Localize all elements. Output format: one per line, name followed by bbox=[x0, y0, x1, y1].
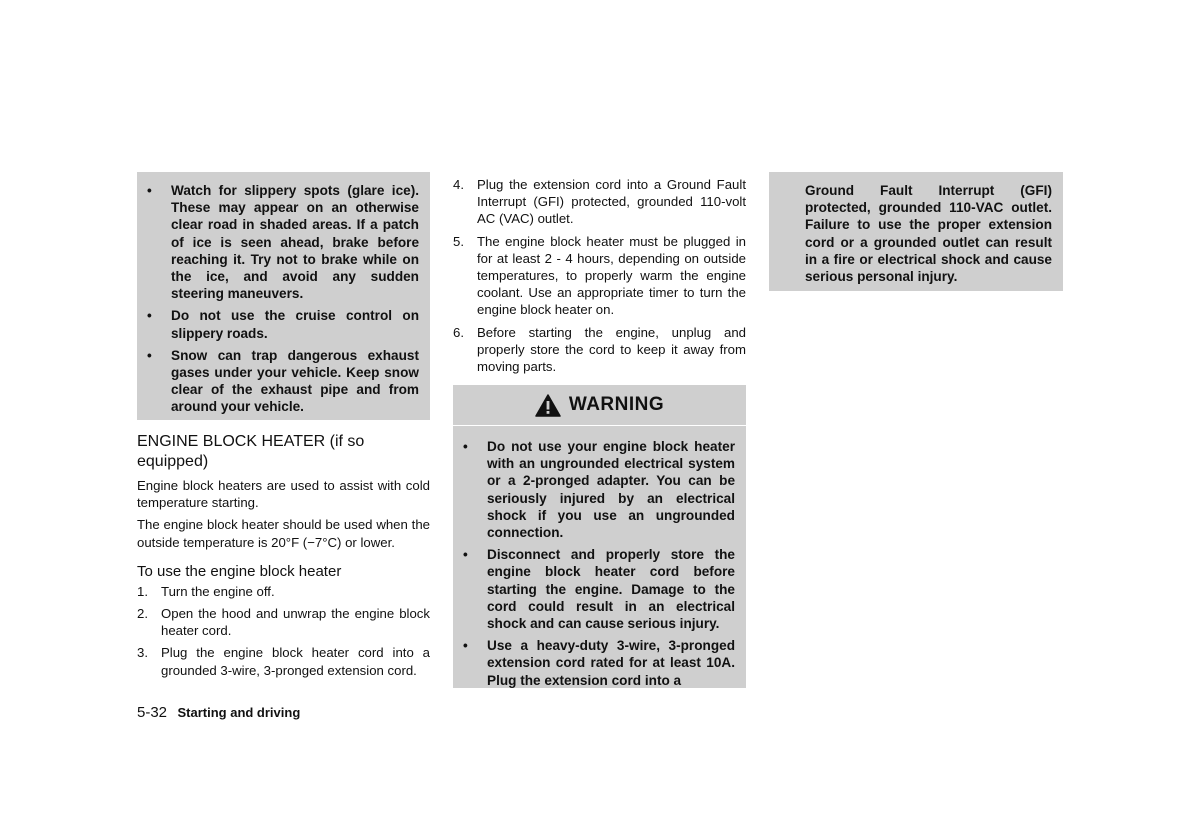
section-title: ENGINE BLOCK HEATER (if so equipped) bbox=[137, 433, 365, 470]
list-item bbox=[137, 644, 430, 678]
step-number: 6. bbox=[453, 324, 464, 340]
engine-block-heater-section bbox=[137, 432, 430, 679]
warning-title: WARNING bbox=[568, 394, 665, 415]
caution-text: Do not use the cruise control on slippery roads. bbox=[171, 308, 419, 341]
steps-list bbox=[137, 583, 430, 679]
page-number: 5-32 bbox=[137, 704, 168, 721]
warning-triangle-icon bbox=[535, 394, 561, 417]
left-column bbox=[137, 172, 430, 684]
caution-text: Watch for slippery spots (glare ice). These may appear on an otherwise clear road in shaded areas. If a patch of ice is seen ahead, brake before reaching it. Try not to brake while on the ice, and avoid any sudden steering maneuvers. bbox=[171, 183, 419, 302]
step-text: Turn the engine off. bbox=[161, 583, 275, 599]
step-text: Plug the engine block heater cord into a grounded 3-wire, 3-pronged extension cord. bbox=[161, 645, 430, 678]
steps-list bbox=[453, 176, 746, 375]
subsection-title: To use the engine block heater bbox=[137, 562, 342, 580]
page-footer bbox=[137, 704, 300, 722]
list-item bbox=[453, 324, 746, 376]
warning-text: Use a heavy-duty 3-wire, 3-pronged extension cord rated for at least 10A. Plug the extension cord into a bbox=[487, 638, 735, 688]
list-item bbox=[453, 438, 735, 541]
list-item bbox=[137, 307, 419, 341]
caution-box bbox=[137, 172, 430, 420]
step-number: 2. bbox=[137, 606, 148, 622]
list-item bbox=[453, 546, 735, 632]
bullet-icon: • bbox=[147, 308, 152, 324]
list-item bbox=[453, 176, 746, 228]
bullet-icon: • bbox=[147, 183, 152, 198]
warning-continuation-text: Ground Fault Interrupt (GFI) protected, grounded 110-VAC outlet. Failure to use the proper extension cord or a grounded outlet can result in a fire or electrical shock and cause serious personal injury. bbox=[805, 183, 1052, 285]
bullet-icon: • bbox=[463, 439, 468, 454]
step-text: The engine block heater must be plugged in for at least 2 - 4 hours, depending on outside temperatures, to properly warm the engine coolant. Use an appropriate timer to turn the engine block heater on. bbox=[477, 233, 746, 318]
list-item bbox=[137, 605, 430, 639]
warning-continuation-box bbox=[769, 172, 1063, 291]
step-text: Plug the extension cord into a Ground Fault Interrupt (GFI) protected, grounded 110-volt AC (VAC) outlet. bbox=[477, 177, 746, 227]
step-text: Open the hood and unwrap the engine block heater cord. bbox=[161, 606, 430, 639]
step-number: 3. bbox=[137, 645, 148, 661]
paragraph: Engine block heaters are used to assist with cold temperature starting. bbox=[137, 478, 430, 511]
warning-text: Disconnect and properly store the engine block heater cord before starting the engine. Damage to the cord could result in an electrical shock and can cause serious injury. bbox=[487, 547, 735, 632]
step-number: 4. bbox=[453, 177, 464, 192]
warning-header bbox=[453, 385, 746, 426]
step-number: 1. bbox=[137, 583, 148, 599]
list-item bbox=[453, 637, 735, 689]
caution-text: Snow can trap dangerous exhaust gases under your vehicle. Keep snow clear of the exhaust pipe and from around your vehicle. bbox=[171, 347, 419, 415]
warning-text: Do not use your engine block heater with an ungrounded electrical system or a 2-pronged adapter. You can be seriously injured by an electrical shock if you use an ungrounded connection. bbox=[487, 439, 735, 541]
middle-column bbox=[453, 176, 746, 380]
paragraph: The engine block heater should be used when the outside temperature is 20°F (−7°C) or lower. bbox=[137, 517, 430, 550]
list-item bbox=[137, 182, 419, 302]
step-number: 5. bbox=[453, 233, 464, 249]
chapter-title: Starting and driving bbox=[177, 705, 301, 720]
bullet-icon: • bbox=[463, 547, 468, 563]
step-text: Before starting the engine, unplug and properly store the cord to keep it away from moving parts. bbox=[477, 324, 746, 375]
list-item bbox=[453, 233, 746, 319]
list-item bbox=[137, 347, 419, 416]
warning-list bbox=[453, 426, 746, 689]
bullet-icon: • bbox=[147, 347, 152, 363]
caution-list bbox=[137, 182, 419, 416]
list-item bbox=[137, 583, 430, 600]
bullet-icon: • bbox=[463, 638, 468, 654]
warning-box bbox=[453, 385, 746, 688]
